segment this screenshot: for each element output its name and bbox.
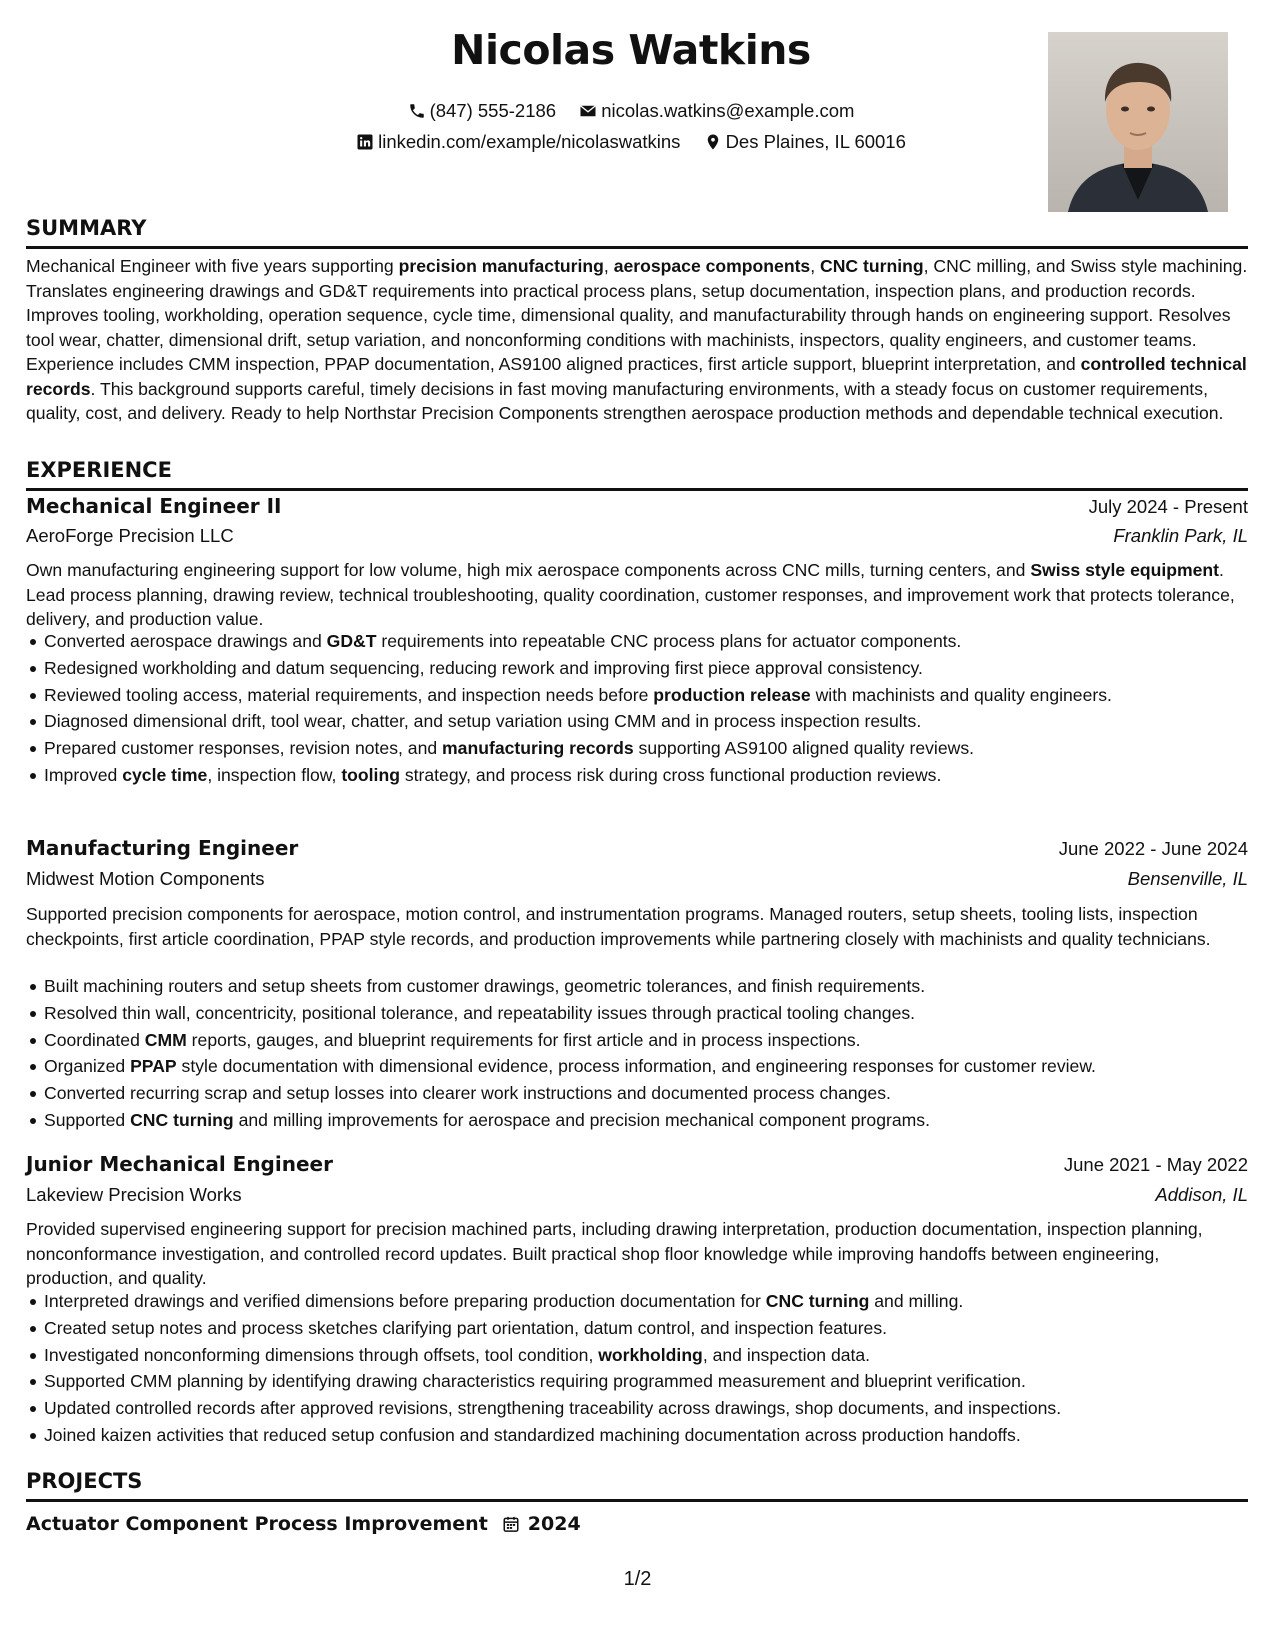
job-company: Midwest Motion Components [26,868,265,889]
list-item: Supported CNC turning and milling improvements for aerospace and precision mechanical component programs. [26,1107,1248,1134]
email-contact[interactable] [579,100,854,122]
summary-text: Mechanical Engineer with five years supporting precision manufacturing, aerospace components, CNC turning, CNC milling, and Swiss style machining. Translates engineering drawings and GD&T requirements into practical process plans, setup documentation, inspection plans, and production records. Improves tooling, workholding, operation sequence, cycle time, dimensional quality, and manufacturability through hands on engineering support. Resolves tool wear, chatter, dimensional drift, setup variation, and nonconforming conditions with machinists, inspectors, quality engineers, and customer teams. Experience includes CMM inspection, PPAP documentation, AS9100 aligned practices, first article support, blueprint interpretation, and controlled technical records. This background supports careful, timely decisions in fast moving manufacturing environments, with a steady focus on customer requirements, quality, cost, and delivery. Ready to help Northstar Precision Components strengthen aerospace production methods and dependable technical execution. [26,256,1248,423]
resume-header [26,20,1236,220]
summary-heading: SUMMARY [26,216,1248,249]
job-bullets [26,973,1248,1134]
list-item: Redesigned workholding and datum sequencing, reducing rework and improving first piece approval consistency. [26,655,1248,682]
list-item: Organized PPAP style documentation with dimensional evidence, process information, and engineering responses for customer review. [26,1053,1248,1080]
phone-icon [408,102,426,120]
location-text: Des Plaines, IL 60016 [725,131,906,152]
list-item: Diagnosed dimensional drift, tool wear, chatter, and setup variation using CMM and in process inspection results. [26,708,1248,735]
list-item: Reviewed tooling access, material requirements, and inspection needs before production release with machinists and quality engineers. [26,682,1248,709]
list-item: Coordinated CMM reports, gauges, and blueprint requirements for first article and in process inspections. [26,1027,1248,1054]
envelope-icon [579,102,597,120]
profile-photo [1048,32,1228,212]
linkedin-icon [356,133,374,151]
job-dates: June 2022 - June 2024 [1058,838,1248,859]
calendar-icon [502,1515,520,1533]
projects-heading: PROJECTS [26,1469,1248,1502]
phone-number: (847) 555-2186 [429,100,557,121]
phone-contact [408,100,557,122]
list-item: Supported CMM planning by identifying drawing characteristics requiring programmed measurement and blueprint verification. [26,1368,1248,1395]
job-company: AeroForge Precision LLC [26,525,234,546]
job-bullets [26,628,1248,789]
linkedin-contact[interactable] [356,131,680,153]
list-item: Prepared customer responses, revision notes, and manufacturing records supporting AS9100 aligned quality reviews. [26,735,1248,762]
list-item: Interpreted drawings and verified dimensions before preparing production documentation for CNC turning and milling. [26,1288,1248,1315]
job-description: Supported precision components for aerospace, motion control, and instrumentation programs. Managed routers, setup sheets, tooling lists, inspection checkpoints, first article coordination, PPAP style records, and production improvements while partnering closely with machinists and quality technicians. [26,904,1211,949]
linkedin-url[interactable]: linkedin.com/example/nicolaswatkins [378,131,681,152]
project-year: 2024 [527,1513,581,1535]
page-number: 1/2 [623,1568,652,1590]
project-item [26,1513,581,1535]
candidate-name: Nicolas Watkins [451,26,811,74]
list-item: Investigated nonconforming dimensions through offsets, tool condition, workholding, and inspection data. [26,1342,1248,1369]
experience-heading: EXPERIENCE [26,458,1248,491]
job-location: Franklin Park, IL [1113,525,1248,546]
job-bullets [26,1288,1248,1449]
list-item: Joined kaizen activities that reduced setup confusion and standardized machining documentation across production handoffs. [26,1422,1248,1449]
job-dates: July 2024 - Present [1088,496,1248,517]
job-title: Manufacturing Engineer [26,836,299,860]
list-item: Created setup notes and process sketches clarifying part orientation, datum control, and inspection features. [26,1315,1248,1342]
job-dates: June 2021 - May 2022 [1063,1154,1248,1175]
list-item: Updated controlled records after approved revisions, strengthening traceability across drawings, shop documents, and inspections. [26,1395,1248,1422]
location-contact [704,131,906,153]
job-location: Addison, IL [1155,1184,1248,1205]
email-address[interactable]: nicolas.watkins@example.com [601,100,855,121]
list-item: Built machining routers and setup sheets from customer drawings, geometric tolerances, and finish requirements. [26,973,1248,1000]
job-description: Own manufacturing engineering support for low volume, high mix aerospace components across CNC mills, turning centers, and Swiss style equipment. Lead process planning, drawing review, technical troubleshooting, quality coordination, customer responses, and improvement work that protects tolerance, delivery, and production value. [26,560,1235,629]
job-company: Lakeview Precision Works [26,1184,242,1205]
project-name: Actuator Component Process Improvement [26,1513,488,1535]
job-title: Mechanical Engineer II [26,494,282,518]
list-item: Converted aerospace drawings and GD&T requirements into repeatable CNC process plans for actuator components. [26,628,1248,655]
job-title: Junior Mechanical Engineer [26,1152,333,1176]
map-pin-icon [704,133,722,151]
job-location: Bensenville, IL [1127,868,1248,889]
job-description: Provided supervised engineering support for precision machined parts, including drawing interpretation, production documentation, inspection planning, nonconformance investigation, and controlled record updates. Built practical shop floor knowledge while improving handoffs between engineering, production, and quality. [26,1219,1203,1288]
list-item: Resolved thin wall, concentricity, positional tolerance, and repeatability issues through practical tooling changes. [26,1000,1248,1027]
list-item: Converted recurring scrap and setup losses into clearer work instructions and documented process changes. [26,1080,1248,1107]
list-item: Improved cycle time, inspection flow, tooling strategy, and process risk during cross functional production reviews. [26,762,1248,789]
